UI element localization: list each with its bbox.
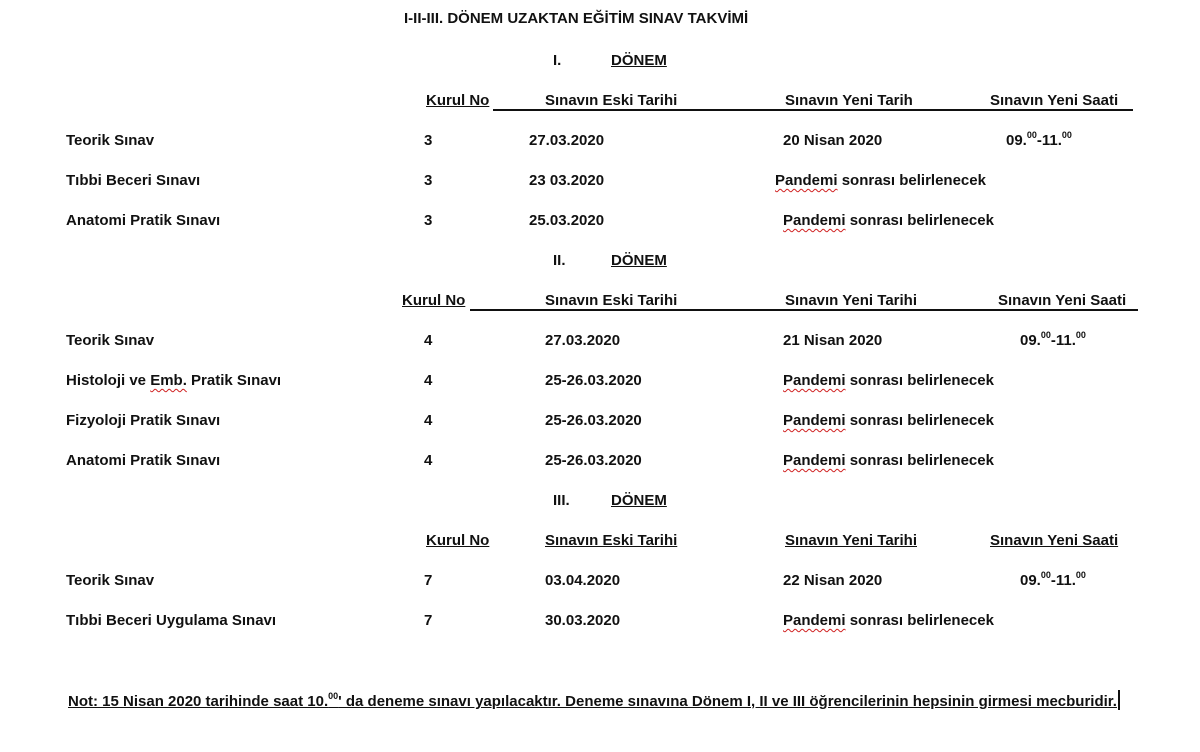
header-kurul-no: Kurul No (426, 92, 490, 109)
section-label: DÖNEM (611, 492, 667, 509)
section-label: DÖNEM (611, 52, 667, 69)
exam-name: Tıbbi Beceri Uygulama Sınavı (66, 612, 277, 629)
old-date: 23 03.2020 (529, 172, 605, 189)
new-date: 20 Nisan 2020 (783, 132, 883, 149)
header-divider (493, 109, 1133, 111)
header-yeni-tarih: Sınavın Yeni Tarihi (785, 292, 917, 309)
new-time: 09.00-11.00 (1020, 570, 1086, 589)
kurul-no: 4 (424, 332, 433, 349)
old-date: 25-26.03.2020 (545, 452, 642, 469)
exam-name: Tıbbi Beceri Sınavı (66, 172, 201, 189)
old-date: 25-26.03.2020 (545, 412, 642, 429)
new-date: 21 Nisan 2020 (783, 332, 883, 349)
new-date: Pandemi sonrası belirlenecek (783, 452, 994, 469)
section-label: DÖNEM (611, 252, 667, 269)
header-kurul-no: Kurul No (426, 532, 490, 549)
header-yeni-saat: Sınavın Yeni Saati (990, 92, 1119, 109)
new-date: Pandemi sonrası belirlenecek (783, 212, 994, 229)
exam-name: Teorik Sınav (66, 572, 155, 589)
header-yeni-saat: Sınavın Yeni Saati (998, 292, 1127, 309)
header-divider (470, 309, 1138, 311)
new-date: Pandemi sonrası belirlenecek (783, 412, 994, 429)
kurul-no: 3 (424, 212, 433, 229)
exam-name: Teorik Sınav (66, 132, 155, 149)
section-roman: II. (553, 252, 566, 269)
kurul-no: 4 (424, 372, 433, 389)
new-time: 09.00-11.00 (1006, 130, 1072, 149)
exam-name: Histoloji ve Emb. Pratik Sınavı (66, 372, 282, 389)
header-eski-tarih: Sınavın Eski Tarihi (545, 292, 678, 309)
kurul-no: 7 (424, 612, 433, 629)
kurul-no: 4 (424, 452, 433, 469)
exam-name: Anatomi Pratik Sınavı (66, 452, 221, 469)
old-date: 25.03.2020 (529, 212, 605, 229)
text-cursor (1118, 690, 1120, 710)
exam-name: Anatomi Pratik Sınavı (66, 212, 221, 229)
header-yeni-saat: Sınavın Yeni Saati (990, 532, 1119, 549)
header-eski-tarih: Sınavın Eski Tarihi (545, 532, 678, 549)
header-yeni-tarih: Sınavın Yeni Tarihi (785, 532, 917, 549)
new-time: 09.00-11.00 (1020, 330, 1086, 349)
header-kurul-no: Kurul No (402, 292, 466, 309)
old-date: 27.03.2020 (545, 332, 621, 349)
old-date: 03.04.2020 (545, 572, 621, 589)
kurul-no: 3 (424, 172, 433, 189)
document-title: I-II-III. DÖNEM UZAKTAN EĞİTİM SINAV TAKVİMİ (404, 10, 749, 27)
kurul-no: 4 (424, 412, 433, 429)
header-yeni-tarih: Sınavın Yeni Tarih (785, 92, 913, 109)
exam-name: Teorik Sınav (66, 332, 155, 349)
new-date: Pandemi sonrası belirlenecek (783, 372, 994, 389)
section-roman: III. (553, 492, 570, 509)
old-date: 25-26.03.2020 (545, 372, 642, 389)
new-date: Pandemi sonrası belirlenecek (775, 172, 986, 189)
old-date: 27.03.2020 (529, 132, 605, 149)
header-eski-tarih: Sınavın Eski Tarihi (545, 92, 678, 109)
old-date: 30.03.2020 (545, 612, 621, 629)
new-date: Pandemi sonrası belirlenecek (783, 612, 994, 629)
kurul-no: 7 (424, 572, 433, 589)
exam-name: Fizyoloji Pratik Sınavı (66, 412, 221, 429)
footnote: Not: 15 Nisan 2020 tarihinde saat 10.00' da deneme sınavı yapılacaktır. Deneme sınavına Dönem I, II ve III öğrencilerinin hepsinin girmesi mecburidir. (10, 690, 1188, 713)
new-date: 22 Nisan 2020 (783, 572, 883, 589)
kurul-no: 3 (424, 132, 433, 149)
section-roman: I. (553, 52, 562, 69)
